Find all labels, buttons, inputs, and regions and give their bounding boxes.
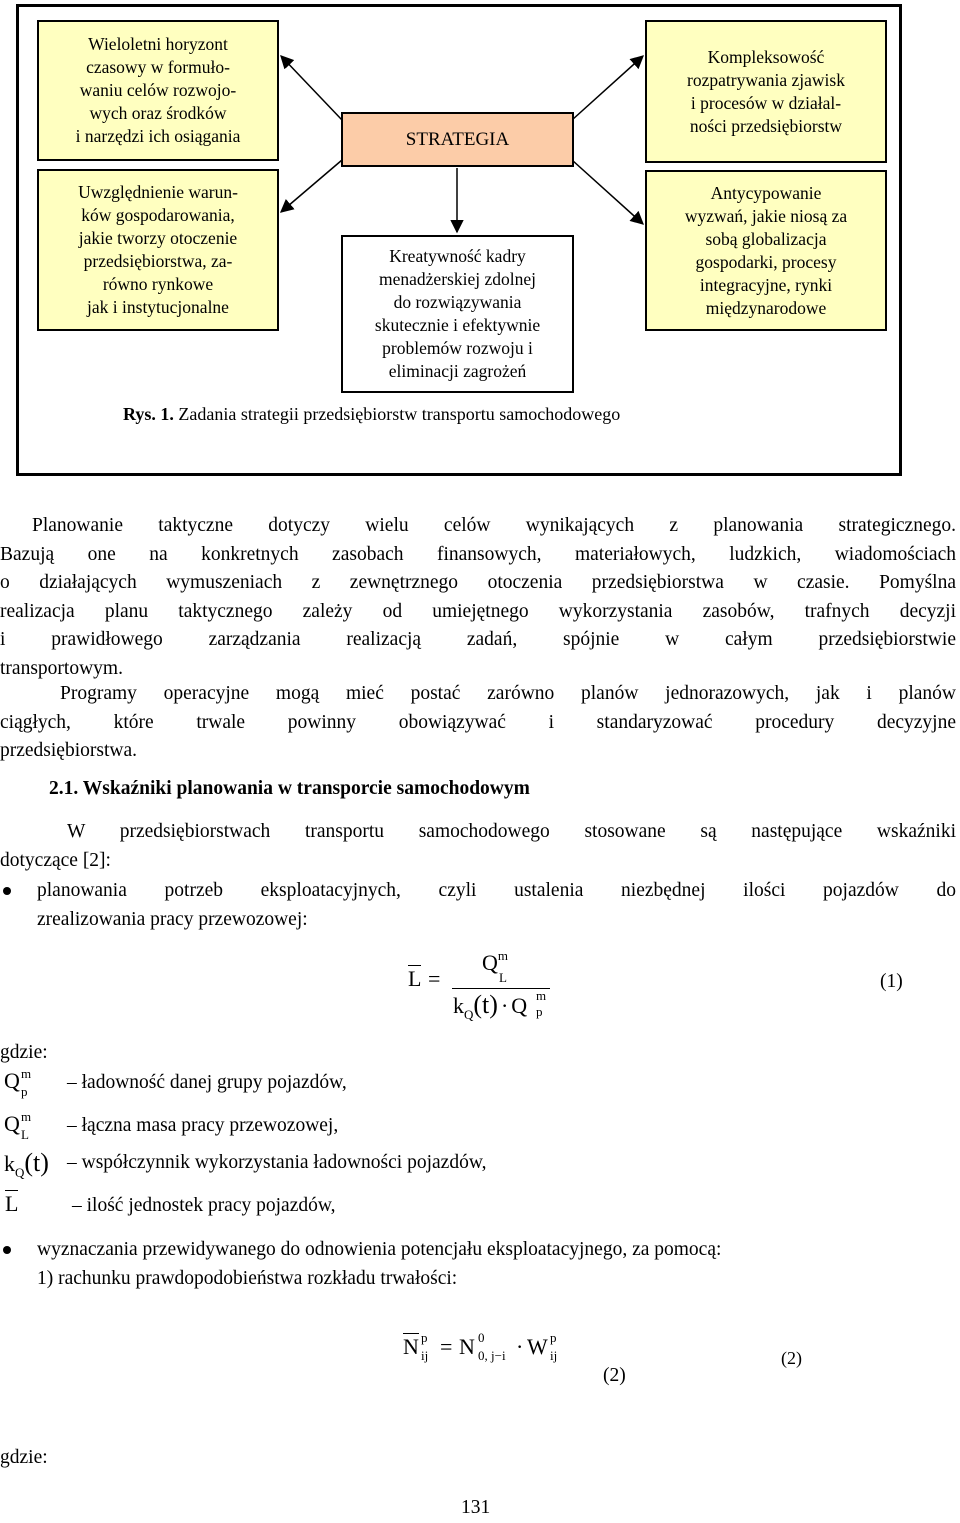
def-sub: L bbox=[21, 1127, 29, 1142]
p2-line: przedsiębiorstwa. bbox=[0, 740, 137, 761]
figure-caption bbox=[123, 404, 620, 425]
eq2-lhs-sup: p bbox=[421, 1330, 428, 1345]
def-sym-qmp: Q bbox=[4, 1068, 20, 1093]
bullet-1-line: zrealizowania pracy przewozowej: bbox=[37, 908, 308, 930]
gdzie-label-1: gdzie: bbox=[0, 1042, 48, 1063]
def-text: – ładowność danej grupy pojazdów, bbox=[67, 1072, 347, 1093]
eq2-n0: N bbox=[459, 1334, 475, 1359]
def-sym-qml: Q bbox=[4, 1111, 20, 1136]
caption-label: Rys. 1. bbox=[123, 404, 174, 424]
def-sym-kqt: $k_Q(t)$ bbox=[4, 1148, 49, 1180]
bullet-1-text bbox=[37, 877, 956, 934]
bullet-2-line: 1) rachunku prawdopodobieństwa rozkładu trwałości: bbox=[37, 1268, 458, 1289]
p2-line: Programy operacyjne mogą mieć postać zarówno planów jednorazowych, jak i planów bbox=[60, 683, 956, 704]
eq2-equals: = bbox=[440, 1334, 453, 1359]
paragraph-2 bbox=[0, 680, 956, 766]
p1-line: o działających wymuszeniach z zewnętrznego otoczenia przedsiębiorstwa w czasie. Pomyślna bbox=[0, 572, 956, 593]
p1-line: i prawidłowego zarządzania realizacją zadań, spójnie w całym przedsiębiorstwie bbox=[0, 629, 956, 650]
bullet-2-line: wyznaczania przewidywanego do odnowienia potencjału eksploatacyjnego, za pomocą: bbox=[37, 1239, 722, 1260]
eq1-equals: = bbox=[428, 966, 441, 991]
box-center-bottom: Kreatywność kadry menadżerskiej zdolnej do rozwiązywania skutecznie i efektywnie problemów rozwoju i eliminacji zagrożeń bbox=[341, 235, 574, 393]
eq2-w: W bbox=[527, 1334, 548, 1359]
arrow-to-left-2 bbox=[281, 160, 342, 212]
eq2-number: (2) bbox=[603, 1365, 626, 1386]
section-heading: 2.1. Wskaźniki planowania w transporcie samochodowym bbox=[49, 778, 530, 799]
eq2-lhs: N bbox=[403, 1334, 419, 1359]
bullet-icon bbox=[3, 887, 11, 895]
eq1-denominator: $k_Q(t) \cdot Q$ bbox=[453, 990, 528, 1022]
def-sup: m bbox=[21, 1066, 32, 1081]
caption-text: Zadania strategii przedsiębiorstw transportu samochodowego bbox=[173, 404, 621, 424]
def-sup: m bbox=[21, 1109, 32, 1124]
eq1-numerator: $Q^m$ bbox=[482, 948, 509, 975]
eq2-dot: · bbox=[516, 1334, 524, 1359]
box-right-2: Antycypowanie wyzwań, jakie niosą za sobą globalizacja gospodarki, procesy integracyjne, rynki międzynarodowe bbox=[645, 170, 887, 331]
paragraph-1 bbox=[0, 512, 956, 683]
def-text: – łączna masa pracy przewozowej, bbox=[67, 1115, 339, 1136]
eq1-number: (1) bbox=[880, 971, 903, 992]
gdzie-label-2: gdzie: bbox=[0, 1447, 48, 1468]
eq1-lhs: L bbox=[408, 966, 422, 991]
box-right-1: Kompleksowość rozpatrywania zjawisk i procesów w działal- ności przedsiębiorstw bbox=[645, 20, 887, 163]
eq2-n0-sup: 0 bbox=[478, 1330, 485, 1345]
p3-line: W przedsiębiorstwach transportu samochodowego stosowane są następujące wskaźniki bbox=[67, 821, 956, 842]
p2-line: ciągłych, które trwale powinny obowiązywać i standaryzować procedury decyzyjne bbox=[0, 711, 956, 733]
eq1-num-sub: L bbox=[499, 970, 507, 985]
p1-line: Planowanie taktyczne dotyczy wielu celów wynikających z planowania strategicznego. bbox=[32, 515, 956, 536]
eq1-den-sub: p bbox=[536, 1004, 543, 1019]
eq2-w-sub: ij bbox=[550, 1348, 558, 1363]
p1-line: Bazują one na konkretnych zasobach finansowych, materiałowych, ludzkich, wiadomościach bbox=[0, 543, 956, 565]
eq2-lhs-sub: ij bbox=[421, 1348, 429, 1363]
eq1-den-sup: m bbox=[536, 988, 547, 1003]
eq2-w-sup: p bbox=[550, 1330, 557, 1345]
def-sym-l: L bbox=[5, 1191, 19, 1216]
arrow-to-left-1 bbox=[281, 56, 342, 120]
bullet-1-line: planowania potrzeb eksploatacyjnych, czyli ustalenia niezbędnej ilości pojazdów do bbox=[37, 880, 956, 901]
box-left-1: Wieloletni horyzont czasowy w formuło- waniu celów rozwojo- wych oraz środków i narzędzi ich osiągania bbox=[37, 20, 279, 161]
box-strategia: STRATEGIA bbox=[341, 112, 574, 167]
page-number: 131 bbox=[461, 1497, 491, 1518]
def-text: – współczynnik wykorzystania ładowności pojazdów, bbox=[67, 1152, 487, 1173]
arrow-to-right-1 bbox=[572, 56, 643, 120]
p3-line: dotyczące [2]: bbox=[0, 849, 111, 871]
arrow-to-right-2 bbox=[572, 160, 643, 224]
eq2-n0-sub: 0, j−i bbox=[478, 1348, 506, 1363]
p1-line: realizacja planu taktycznego zależy od umiejętnego wykorzystania zasobów, trafnych decyzji bbox=[0, 600, 956, 622]
bullet-icon bbox=[3, 1246, 11, 1254]
def-text: – ilość jednostek pracy pojazdów, bbox=[72, 1195, 336, 1216]
p1-line: transportowym. bbox=[0, 657, 123, 679]
box-left-2: Uwzględnienie warun- ków gospodarowania, jakie tworzy otoczenie przedsiębiorstwa, za- równo rynkowe jak i instytucjonalne bbox=[37, 169, 279, 331]
paragraph-3 bbox=[0, 818, 956, 875]
eq2-number: (2) bbox=[781, 1348, 802, 1368]
def-sub: p bbox=[21, 1084, 28, 1099]
